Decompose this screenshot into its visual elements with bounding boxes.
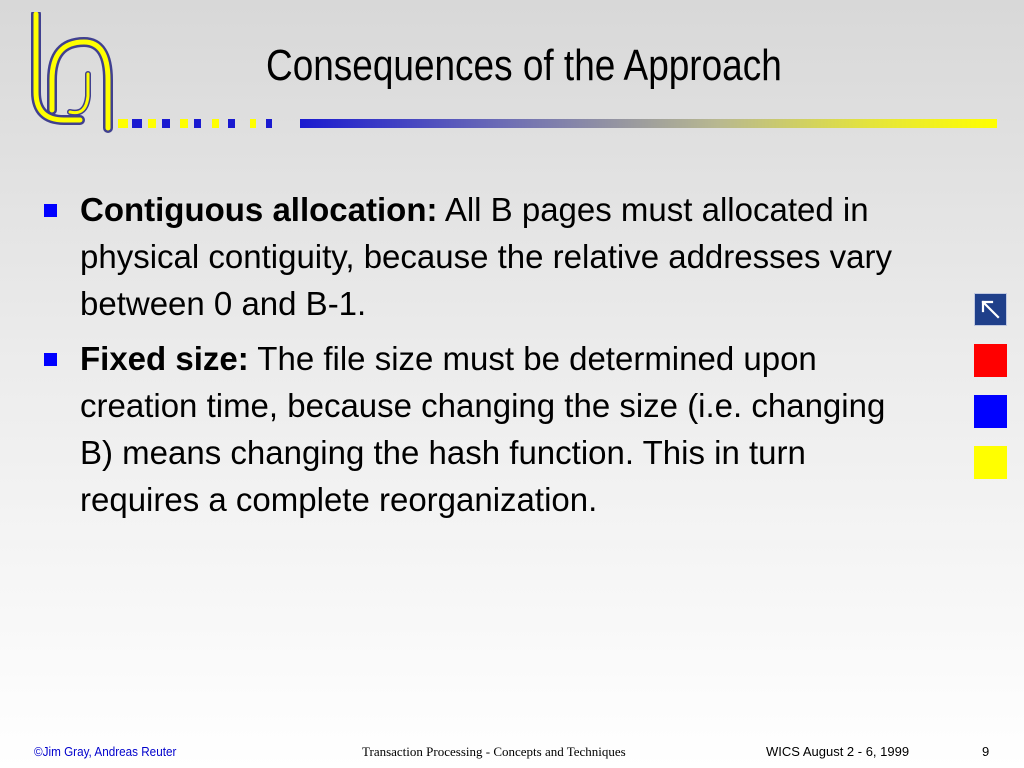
footer-event-date: WICS August 2 - 6, 1999 bbox=[766, 744, 910, 759]
footer-course-title: Transaction Processing - Concepts and Techniques bbox=[362, 744, 626, 759]
bullet-text bbox=[80, 335, 920, 523]
bullet-item bbox=[40, 186, 920, 327]
bullet-description: All B pages must allocated in physical contiguity, because the relative addresses vary between 0 and B-1. bbox=[80, 191, 892, 322]
bullet-text bbox=[80, 186, 920, 327]
nav-yellow-button[interactable] bbox=[974, 446, 1007, 479]
bullet-term: Fixed size: bbox=[80, 340, 249, 377]
bullet-term: Contiguous allocation: bbox=[80, 191, 438, 228]
bullet-list bbox=[40, 186, 920, 531]
bullet-description: The file size must be determined upon creation time, because changing the size (i.e. changing B) means changing the hash function. This in turn requires a complete reorganization. bbox=[80, 340, 886, 518]
page-number: 9 bbox=[982, 744, 990, 759]
footer-copyright: ©Jim Gray, Andreas Reuter bbox=[34, 744, 177, 759]
ta-logo-icon bbox=[14, 12, 274, 136]
nav-return-button[interactable] bbox=[974, 293, 1007, 326]
title-underline-bar bbox=[300, 119, 997, 128]
bullet-item bbox=[40, 335, 920, 523]
square-bullet-icon bbox=[44, 353, 57, 366]
slide-title: Consequences of the Approach bbox=[266, 41, 782, 90]
nav-red-button[interactable] bbox=[974, 344, 1007, 377]
nav-blue-button[interactable] bbox=[974, 395, 1007, 428]
arrow-up-left-icon bbox=[975, 294, 1006, 325]
square-bullet-icon bbox=[44, 204, 57, 217]
